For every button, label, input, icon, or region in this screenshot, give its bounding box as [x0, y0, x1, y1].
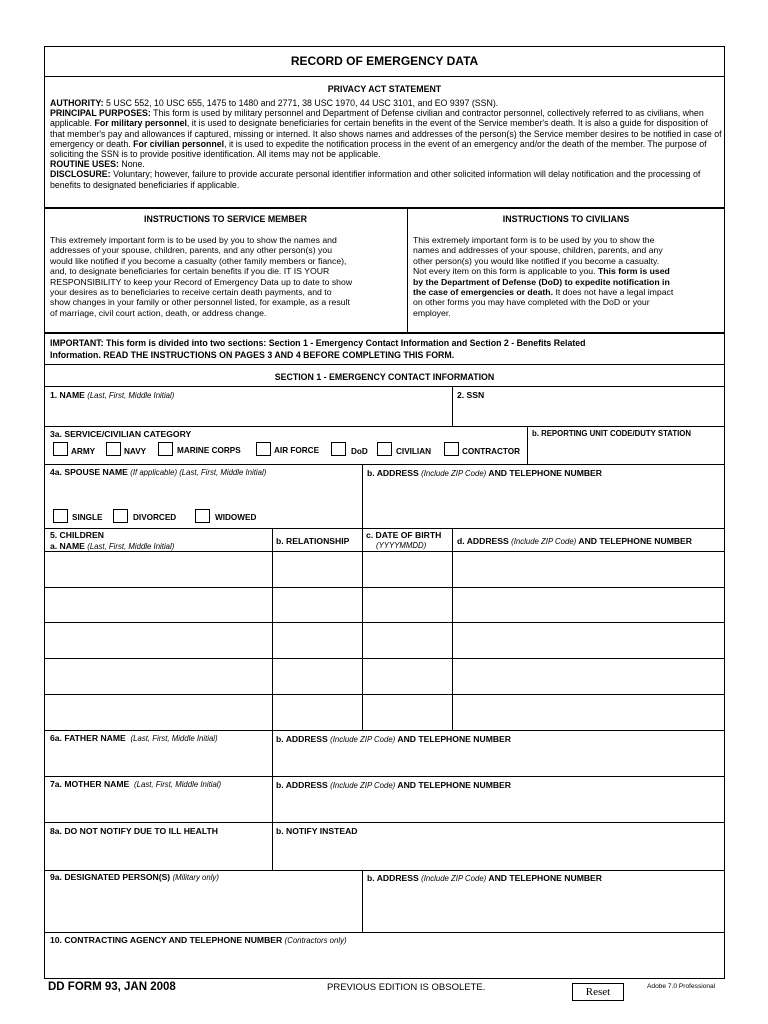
reporting-unit-label: b. REPORTING UNIT CODE/DUTY STATION	[532, 429, 691, 438]
navy-checkbox[interactable]	[106, 442, 121, 456]
divider	[44, 776, 725, 777]
child-5-dob-field[interactable]	[364, 696, 450, 728]
designated-person-field[interactable]	[46, 885, 360, 930]
reset-button[interactable]: Reset	[572, 983, 624, 1001]
instructions-civilian-text-bold: This form is used by the Department of Defense (DoD) to expedite notification in the case of emergencies or death.	[413, 266, 670, 298]
child-4-name-field[interactable]	[46, 660, 270, 692]
child-4-dob-field[interactable]	[364, 660, 450, 692]
civilian-checkbox[interactable]	[377, 442, 392, 456]
divider	[272, 730, 273, 870]
child-5-relationship-field[interactable]	[274, 696, 360, 728]
disclosure-label: DISCLOSURE:	[50, 169, 111, 180]
divider	[44, 870, 725, 871]
father-label: 6a. FATHER NAME (Last, First, Middle Initial)	[50, 733, 218, 743]
mother-name-field[interactable]	[46, 792, 270, 820]
child-1-name-field[interactable]	[46, 553, 270, 585]
purposes-label: PRINCIPAL PURPOSES:	[50, 108, 151, 119]
civilian-option-label: CIVILIAN	[396, 447, 432, 456]
child-3-name-field[interactable]	[46, 624, 270, 656]
divider	[44, 464, 725, 465]
section1-title: SECTION 1 - EMERGENCY CONTACT INFORMATION	[274, 372, 495, 382]
software-note: Adobe 7.0 Professional	[647, 983, 716, 990]
dob-label: c. DATE OF BIRTH	[366, 530, 442, 540]
instructions-civilian-text	[413, 235, 723, 318]
divorced-checkbox[interactable]	[113, 509, 128, 523]
widowed-option-label: WIDOWED	[215, 513, 257, 522]
divider	[362, 464, 363, 528]
marine-corps-checkbox[interactable]	[158, 442, 173, 456]
disclosure-text: Voluntary; however, failure to provide accurate personal identifier information and other solicited information will delay notification and the processing of benefits to designated beneficiaries if applicable.	[50, 169, 701, 190]
obsolete-note: PREVIOUS EDITION IS OBSOLETE.	[327, 982, 486, 993]
contractor-checkbox[interactable]	[444, 442, 459, 456]
contractor-option-label: CONTRACTOR	[462, 447, 521, 456]
mother-address-label: b. ADDRESS (Include ZIP Code) AND TELEPHONE NUMBER	[276, 780, 511, 790]
contracting-agency-field[interactable]	[46, 947, 723, 977]
divider	[362, 528, 363, 730]
divider	[44, 426, 725, 427]
child-3-address-field[interactable]	[454, 624, 723, 656]
spouse-label: 4a. SPOUSE NAME (If applicable) (Last, First, Middle Initial)	[50, 467, 267, 477]
form-id: DD FORM 93, JAN 2008	[48, 981, 176, 993]
designated-person-label: 9a. DESIGNATED PERSON(S) (Military only)	[50, 872, 219, 882]
divider	[407, 208, 408, 332]
child-2-name-field[interactable]	[46, 589, 270, 620]
divider	[44, 364, 725, 365]
divider	[44, 386, 725, 387]
routine-uses-label: ROUTINE USES:	[50, 159, 119, 170]
name-label: 1. NAME (Last, First, Middle Initial)	[50, 390, 175, 400]
designated-address-label: b. ADDRESS (Include ZIP Code) AND TELEPHONE NUMBER	[367, 873, 602, 883]
divider	[44, 332, 725, 334]
divider	[44, 528, 725, 529]
purposes-text-2: , it is used to designate beneficiaries for certain benefits in the event of the Service member's death. It is also a guide for disposition of that member's pay and allowances if captured, missing or interned. It also shows names and addresses of the person(s) the Service member desires to be notified in case of emergency or death.	[50, 118, 722, 149]
single-option-label: SINGLE	[72, 513, 103, 522]
divider	[44, 551, 725, 552]
divider	[44, 694, 725, 695]
notify-instead-label: b. NOTIFY INSTEAD	[276, 826, 358, 836]
name-field[interactable]	[46, 402, 450, 424]
authority-text: 5 USC 552, 10 USC 655, 1475 to 1480 and 2771, 38 USC 1970, 44 USC 3101, and EO 9397 (SSN).	[106, 98, 499, 108]
child-4-address-field[interactable]	[454, 660, 723, 692]
authority-label: AUTHORITY:	[50, 98, 104, 108]
instructions-member-text: This extremely important form is to be used by you to show the names and addresses of your spouse, children, parents, and any other person(s) you would like notified if you become a casualty (other family members or fiance), and, to designate beneficiaries for certain benefits if you die. IT IS YOUR RESPONSIBILITY to keep your Record of Emergency Data up to date to show your desires as to beneficiaries to receive certain death payments, and to show changes in your family or other personnel listed, for example, as a result of marriage, civil court action, death, or address change.	[50, 235, 353, 318]
child-2-dob-field[interactable]	[364, 589, 450, 620]
contracting-agency-label: 10. CONTRACTING AGENCY AND TELEPHONE NUMBER (Contractors only)	[50, 935, 347, 945]
divider	[527, 426, 528, 464]
do-not-notify-label: 8a. DO NOT NOTIFY DUE TO ILL HEALTH	[50, 826, 218, 836]
divider	[44, 822, 725, 823]
divorced-option-label: DIVORCED	[133, 513, 177, 522]
child-1-relationship-field[interactable]	[274, 553, 360, 585]
air-force-checkbox[interactable]	[256, 442, 271, 456]
privacy-statement	[50, 98, 722, 190]
child-5-address-field[interactable]	[454, 696, 723, 728]
father-name-field[interactable]	[46, 746, 270, 774]
divider	[44, 730, 725, 731]
reporting-unit-field[interactable]	[529, 440, 723, 462]
important-note: IMPORTANT: This form is divided into two sections: Section 1 - Emergency Contact Information and Section 2 - Benefits Related Information. READ THE INSTRUCTIONS ON PAGES 3 AND 4 BEFORE COMPLETING THIS FORM.	[50, 338, 586, 360]
purposes-text: This form is used by military personnel and Department of Defense civilian and contractor personnel, collectively referred to as civilians, when applicable.	[50, 108, 704, 129]
relationship-label: b. RELATIONSHIP	[276, 536, 350, 546]
purposes-military-label: For military personnel	[94, 118, 187, 129]
child-3-relationship-field[interactable]	[274, 624, 360, 656]
divider	[44, 622, 725, 623]
children-label: 5. CHILDREN	[50, 530, 104, 540]
army-checkbox[interactable]	[53, 442, 68, 456]
ssn-field[interactable]	[454, 402, 723, 424]
divider	[44, 658, 725, 659]
instructions-civilian-text-2: It does not have a legal impact on other forms you may have completed with the DoD or your employer.	[413, 287, 674, 318]
child-4-relationship-field[interactable]	[274, 660, 360, 692]
air-force-option-label: AIR FORCE	[274, 446, 320, 455]
purposes-civilian-label: For civilian personnel	[133, 138, 225, 149]
notify-instead-field[interactable]	[274, 838, 723, 868]
privacy-heading: PRIVACY ACT STATEMENT	[327, 84, 442, 94]
dod-checkbox[interactable]	[331, 442, 346, 456]
dob-hint: (YYYYMMDD)	[376, 541, 427, 550]
divider	[44, 932, 725, 933]
divider	[44, 587, 725, 588]
child-2-relationship-field[interactable]	[274, 589, 360, 620]
children-name-label: a. NAME (Last, First, Middle Initial)	[50, 541, 175, 551]
child-2-address-field[interactable]	[454, 589, 723, 620]
divider	[452, 386, 453, 426]
ssn-label: 2. SSN	[457, 390, 485, 400]
divider	[272, 528, 273, 730]
spouse-address-label: b. ADDRESS (Include ZIP Code) AND TELEPHONE NUMBER	[367, 468, 602, 478]
father-address-field[interactable]	[274, 746, 723, 774]
instructions-member-heading: INSTRUCTIONS TO SERVICE MEMBER	[144, 214, 307, 224]
child-1-address-field[interactable]	[454, 553, 723, 585]
army-option-label: ARMY	[71, 447, 96, 456]
spouse-address-field[interactable]	[364, 481, 723, 526]
purposes-text-3: , it is used to expedite the notification process in the event of an emergency and/or the death of the member. The purpose of soliciting the SSN is to provide positive identification. All items may not be applicable.	[50, 138, 707, 160]
marine-corps-option-label: MARINE CORPS	[177, 446, 241, 455]
father-address-label: b. ADDRESS (Include ZIP Code) AND TELEPHONE NUMBER	[276, 734, 511, 744]
designated-address-field[interactable]	[364, 885, 723, 930]
category-label: 3a. SERVICE/CIVILIAN CATEGORY	[50, 429, 192, 439]
instructions-civilian-heading: INSTRUCTIONS TO CIVILIANS	[502, 214, 630, 224]
spouse-name-field[interactable]	[46, 479, 360, 505]
form-title: RECORD OF EMERGENCY DATA	[290, 54, 479, 68]
do-not-notify-field[interactable]	[46, 838, 270, 868]
navy-option-label: NAVY	[124, 447, 147, 456]
dod-option-label: DoD	[351, 447, 368, 456]
child-3-dob-field[interactable]	[364, 624, 450, 656]
divider	[362, 870, 363, 932]
child-5-name-field[interactable]	[46, 696, 270, 728]
divider	[44, 76, 725, 77]
routine-uses-text: None.	[121, 159, 145, 170]
single-checkbox[interactable]	[53, 509, 68, 523]
widowed-checkbox[interactable]	[195, 509, 210, 523]
instructions-civilian-text-1: This extremely important form is to be used by you to show the names and addresses of your spouse, children, parents, and any other person(s) you would like notified if you become a casualty. Not every item on this form is applicable to you.	[413, 235, 663, 277]
mother-address-field[interactable]	[274, 792, 723, 820]
divider	[452, 528, 453, 730]
divider	[44, 207, 725, 209]
mother-label: 7a. MOTHER NAME (Last, First, Middle Initial)	[50, 779, 222, 789]
child-1-dob-field[interactable]	[364, 553, 450, 585]
children-address-label: d. ADDRESS (Include ZIP Code) AND TELEPHONE NUMBER	[457, 536, 692, 546]
